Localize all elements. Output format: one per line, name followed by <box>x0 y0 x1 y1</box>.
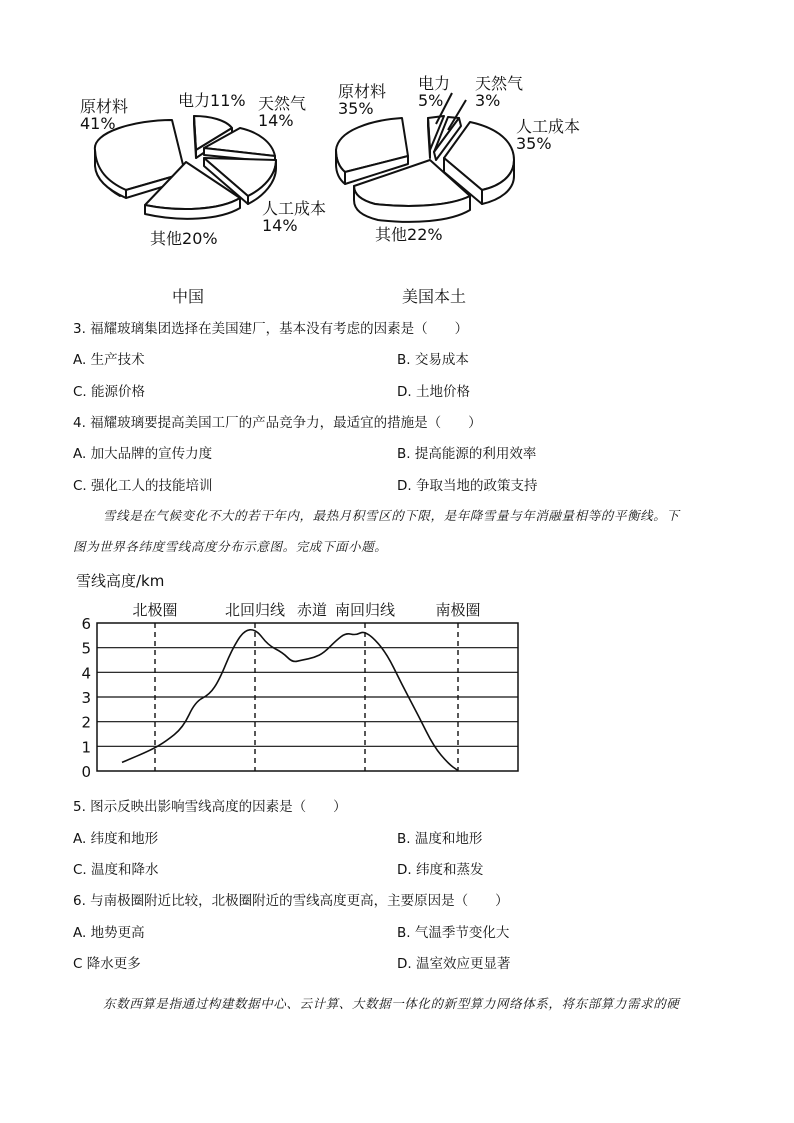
usa-slice-name: 人工成本 <box>516 117 581 136</box>
usa-label-labor <box>516 118 580 152</box>
chart-y-tick-label: 1 <box>81 738 91 757</box>
china-label-electricity <box>178 92 246 109</box>
chart-marker-label: 南极圈 <box>435 601 481 619</box>
china-pie-caption: 中国 <box>172 287 205 306</box>
china-slice-name: 其他 <box>150 229 183 248</box>
snow-line-chart <box>0 590 794 780</box>
question-6-option-b[interactable]: B. 气温季节变化大 <box>397 925 510 941</box>
usa-slice-value: 35% <box>338 99 374 118</box>
chart-marker-label: 赤道 <box>296 601 328 619</box>
china-slice-value: 14% <box>258 111 294 130</box>
snow-line-curve <box>122 630 458 771</box>
usa-slice-value: 5% <box>418 91 444 110</box>
china-slice-value: 41% <box>80 114 116 133</box>
question-4-option-c[interactable]: C. 强化工人的技能培训 <box>73 478 213 494</box>
chart-y-axis-title: 雪线高度/km <box>76 572 165 590</box>
chart-marker-label: 北极圈 <box>132 601 178 619</box>
chart-y-tick-label: 4 <box>81 664 91 683</box>
question-5-option-a[interactable]: A. 纬度和地形 <box>73 831 159 847</box>
usa-slice-name: 其他 <box>375 225 408 244</box>
question-4-option-a[interactable]: A. 加大品牌的宣传力度 <box>73 446 213 462</box>
chart-y-tick-label: 6 <box>81 615 91 633</box>
china-slice-name: 原材料 <box>80 97 129 116</box>
chart-marker-label: 北回归线 <box>224 601 286 619</box>
china-slice-value: 14% <box>262 216 298 235</box>
question-6-option-a[interactable]: A. 地势更高 <box>73 925 145 941</box>
usa-label-raw-materials <box>338 83 386 117</box>
question-5-stem: 5. 图示反映出影响雪线高度的因素是（ ） <box>73 799 347 815</box>
usa-label-natural-gas <box>475 75 523 109</box>
question-3-stem: 3. 福耀玻璃集团选择在美国建厂，基本没有考虑的因素是（ ） <box>73 321 469 337</box>
chart-y-tick-label: 3 <box>81 689 91 707</box>
chart-y-tick-label: 5 <box>81 639 91 658</box>
china-slice-value: 20% <box>182 229 218 248</box>
usa-slice-name: 原材料 <box>338 82 387 101</box>
question-3-option-b[interactable]: B. 交易成本 <box>397 352 469 368</box>
usa-slice-value: 35% <box>516 134 552 153</box>
question-3-option-d[interactable]: D. 土地价格 <box>397 384 470 400</box>
question-6-option-d[interactable]: D. 温室效应更显著 <box>397 956 511 972</box>
question-4-stem: 4. 福耀玻璃要提高美国工厂的产品竞争力，最适宜的措施是（ ） <box>73 415 482 431</box>
china-label-raw-materials <box>80 98 128 132</box>
passage-east-west-line-1: 东数西算是指通过构建数据中心、云计算、大数据一体化的新型算力网络体系，将东部算力需求的硬 <box>103 996 680 1011</box>
question-5-option-c[interactable]: C. 温度和降水 <box>73 862 159 878</box>
china-slice-value: 11% <box>210 91 246 110</box>
question-4-option-b[interactable]: B. 提高能源的利用效率 <box>397 446 537 462</box>
china-slice-name: 人工成本 <box>262 199 327 218</box>
usa-slice-value: 22% <box>407 225 443 244</box>
china-label-other <box>150 230 218 247</box>
question-3-option-a[interactable]: A. 生产技术 <box>73 352 145 368</box>
question-3-option-c[interactable]: C. 能源价格 <box>73 384 146 400</box>
usa-slice-name: 电力 <box>418 74 451 93</box>
question-5-option-b[interactable]: B. 温度和地形 <box>397 831 483 847</box>
china-label-natural-gas <box>258 95 306 129</box>
question-4-option-d[interactable]: D. 争取当地的政策支持 <box>397 478 538 494</box>
chart-y-tick-label: 0 <box>81 763 91 780</box>
china-slice-name: 电力 <box>178 91 211 110</box>
question-6-stem: 6. 与南极圈附近比较，北极圈附近的雪线高度更高，主要原因是（ ） <box>73 893 509 909</box>
chart-y-tick-label: 2 <box>81 713 91 732</box>
passage-snow-line-line-1: 雪线是在气候变化不大的若干年内，最热月积雪区的下限，是年降雪量与年消融量相等的平衡线。下 <box>103 508 680 523</box>
usa-slice-value: 3% <box>475 91 501 110</box>
usa-pie-caption: 美国本土 <box>402 287 467 306</box>
passage-snow-line-line-2: 图为世界各纬度雪线高度分布示意图。完成下面小题。 <box>73 539 388 554</box>
usa-slice-name: 天然气 <box>475 74 524 93</box>
china-label-labor <box>262 200 326 234</box>
usa-label-electricity <box>418 75 450 109</box>
usa-label-other <box>375 226 443 243</box>
china-slice-name: 天然气 <box>258 94 307 113</box>
chart-marker-label: 南回归线 <box>334 601 396 619</box>
question-6-option-c[interactable]: C 降水更多 <box>73 956 141 972</box>
question-5-option-d[interactable]: D. 纬度和蒸发 <box>397 862 484 878</box>
